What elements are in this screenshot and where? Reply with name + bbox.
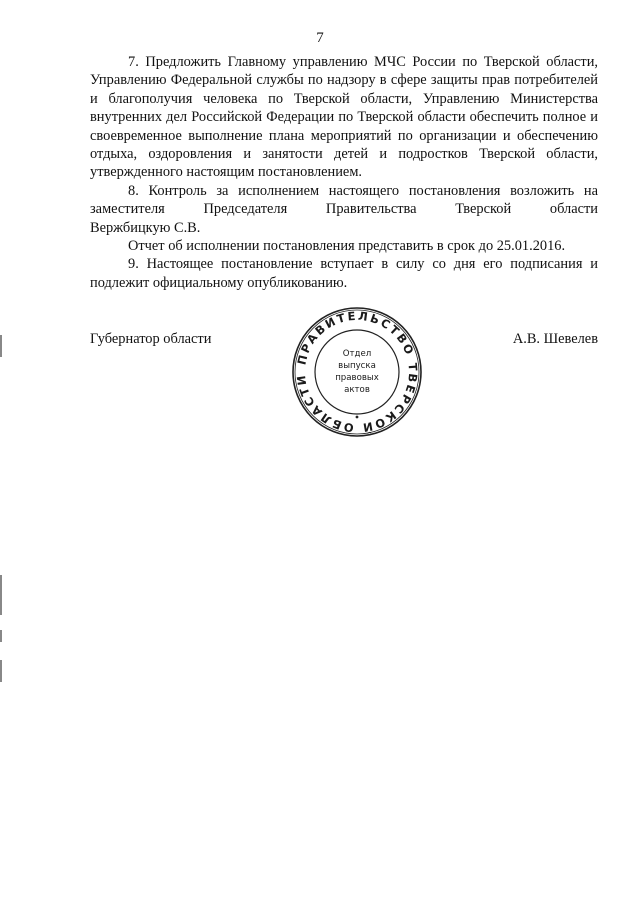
stamp-line-1: Отдел	[342, 349, 372, 359]
paragraph-7: 7. Предложить Главному управлению МЧС России по Тверской области, Управлению Федеральной службы по надзору в сфере защиты прав потребителей и благополучия человека по Тверской области, Управлению Министерства внутренних дел Российской Федерации по Тверской области обеспечить полное и своевременное выполнение плана мероприятий по организации и обеспечению отдыха, оздоровления и занятости детей и подростков Тверской области, утвержденного настоящим постановлением.	[90, 54, 598, 181]
paragraph-8: 8. Контроль за исполнением настоящего постановления возложить на заместителя Председателя Правительства Тверской области	[90, 182, 598, 218]
scan-edge-mark	[0, 335, 2, 357]
paragraph-8-continuation: Вержбицкую С.В.	[90, 219, 201, 236]
document-body	[90, 53, 598, 292]
signatory-name: А.В. Шевелев	[512, 331, 598, 347]
stamp-line-2: выпуска	[338, 361, 376, 371]
scan-edge-mark	[0, 575, 2, 615]
page-number: 7	[316, 30, 324, 46]
scan-edge-mark	[0, 660, 2, 682]
signatory-position: Губернатор области	[90, 331, 212, 347]
stamp-ring-text: ПРАВИТЕЛЬСТВО ТВЕРСКОЙ ОБЛАСТИ	[293, 308, 421, 436]
paragraph-9: 9. Настоящее постановление вступает в силу со дня его подписания и подлежит официальному опубликованию.	[90, 256, 598, 291]
scan-edge-mark	[0, 630, 2, 642]
stamp-line-3: правовых	[335, 373, 379, 383]
paragraph-8-report: Отчет об исполнении постановления представить в срок до 25.01.2016.	[128, 238, 566, 255]
stamp-dot	[356, 416, 359, 419]
stamp-line-4: актов	[344, 385, 370, 395]
official-stamp	[290, 305, 424, 439]
